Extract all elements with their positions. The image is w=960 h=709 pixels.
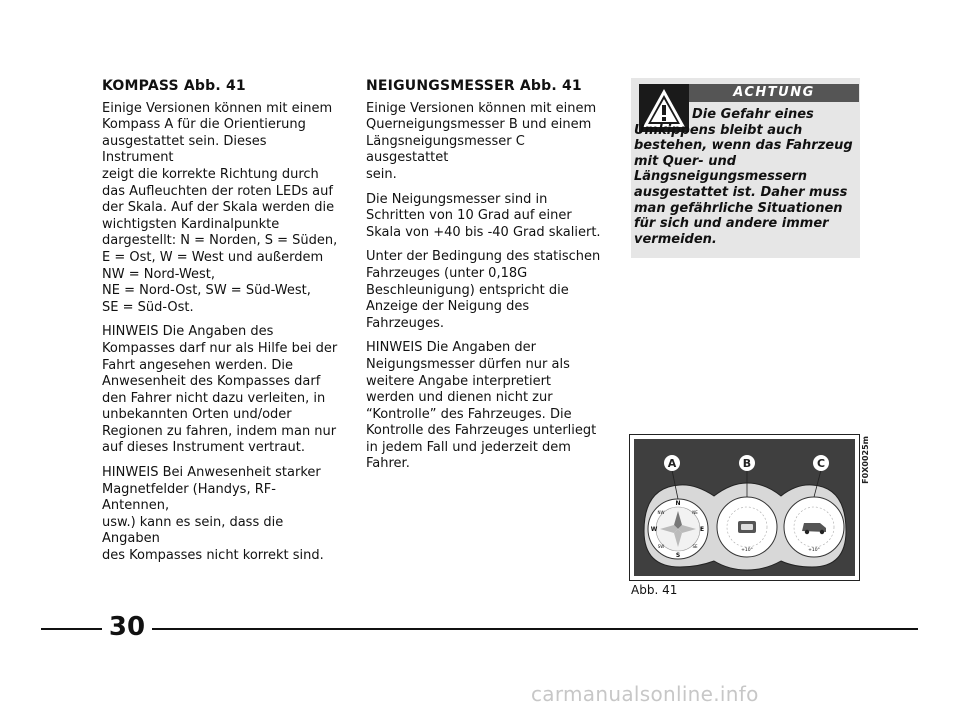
compass-paragraph-3: HINWEIS Bei Anwesenheit starker Magnetfelder (Handys, RF-Antennen, usw.) kann es sein, dass die Angaben des Kompasses nicht korrekt sind. — [102, 465, 324, 564]
warning-banner: ACHTUNG — [689, 84, 859, 102]
svg-text:C: C — [816, 457, 826, 470]
label-a — [664, 455, 680, 471]
svg-text:A: A — [667, 457, 677, 470]
compass-paragraph-1: Einige Versionen können mit einem Kompass A für die Orientierung ausgestattet sein. Dieses Instrument zeigt die korrekte Richtung durch das Aufleuchten der roten LEDs auf der Skala. Auf der Skala werden die wichtigsten Kardinalpunkte dargestellt: N = Norden, S = Süden, E = Ost, W = West und außerdem NW = Nord-West, NE = Nord-Ost, SW = Süd-West, SE = Süd-Ost. — [102, 100, 338, 315]
compass-mark-ne: NE — [692, 510, 698, 515]
figure-caption: Abb. 41 — [631, 583, 678, 597]
longitudinal-gauge-readout: +10° — [808, 548, 820, 553]
compass-heading: KOMPASS Abb. 41 — [102, 78, 246, 94]
instrument-cluster-illustration — [634, 439, 853, 574]
footer-rule-right — [152, 628, 918, 630]
compass-section — [102, 78, 338, 573]
lateral-gauge-readout: +10° — [741, 548, 753, 553]
compass-mark-w: W — [650, 526, 658, 533]
compass-mark-nw: NW — [657, 510, 665, 515]
compass-mark-n: N — [675, 500, 681, 507]
inclinometer-paragraph-3: Unter der Bedingung des statischen Fahrzeuges (unter 0,18G Beschleunigung) entspricht die Anzeige der Neigung des Fahrzeuges. — [366, 249, 601, 331]
compass-mark-se: SE — [692, 544, 698, 549]
page-number: 30 — [108, 612, 146, 642]
warning-box — [631, 78, 860, 258]
figure-41 — [629, 434, 860, 581]
label-b — [739, 455, 755, 471]
figure-code: F0X0025m — [861, 436, 870, 484]
label-c — [813, 455, 829, 471]
compass-paragraph-2: HINWEIS Die Angaben des Kompasses darf nur als Hilfe bei der Fahrt angesehen werden. Die Anwesenheit des Kompasses darf den Fahrer nicht dazu verleiten, in unbekannten Orten und/oder Regionen zu fahren, indem man nur auf dieses Instrument vertraut. — [102, 324, 338, 456]
inclinometer-section — [366, 78, 602, 481]
watermark: carmanualsonline.info — [531, 682, 759, 706]
compass-mark-s: S — [675, 552, 681, 559]
warning-text: Die Gefahr eines Umkippens bleibt auch bestehen, wenn das Fahrzeug mit Quer- und Längsneigungsmessern ausgestattet ist. Daher muss man gefährliche Situationen für sich und andere immer vermeiden. — [634, 107, 853, 247]
compass-mark-e: E — [699, 526, 705, 533]
inclinometer-paragraph-1: Einige Versionen können mit einem Querneigungsmesser B und einem Längsneigungsmesser C ausgestattet sein. — [366, 100, 597, 182]
inclinometer-heading: NEIGUNGSMESSER Abb. 41 — [366, 78, 582, 94]
inclinometer-paragraph-2: Die Neigungsmesser sind in Schritten von 10 Grad auf einer Skala von +40 bis -40 Grad skaliert. — [366, 191, 601, 240]
compass-mark-sw: SW — [657, 544, 665, 549]
inclinometer-paragraph-4: HINWEIS Die Angaben der Neigungsmesser dürfen nur als weitere Angabe interpretiert werden und dienen nicht zur “Kontrolle” des Fahrzeuges. Die Kontrolle des Fahrzeuges unterliegt in jedem Fall und jederzeit dem Fahrer. — [366, 340, 597, 472]
svg-text:B: B — [742, 457, 752, 470]
footer-rule-left — [41, 628, 102, 630]
